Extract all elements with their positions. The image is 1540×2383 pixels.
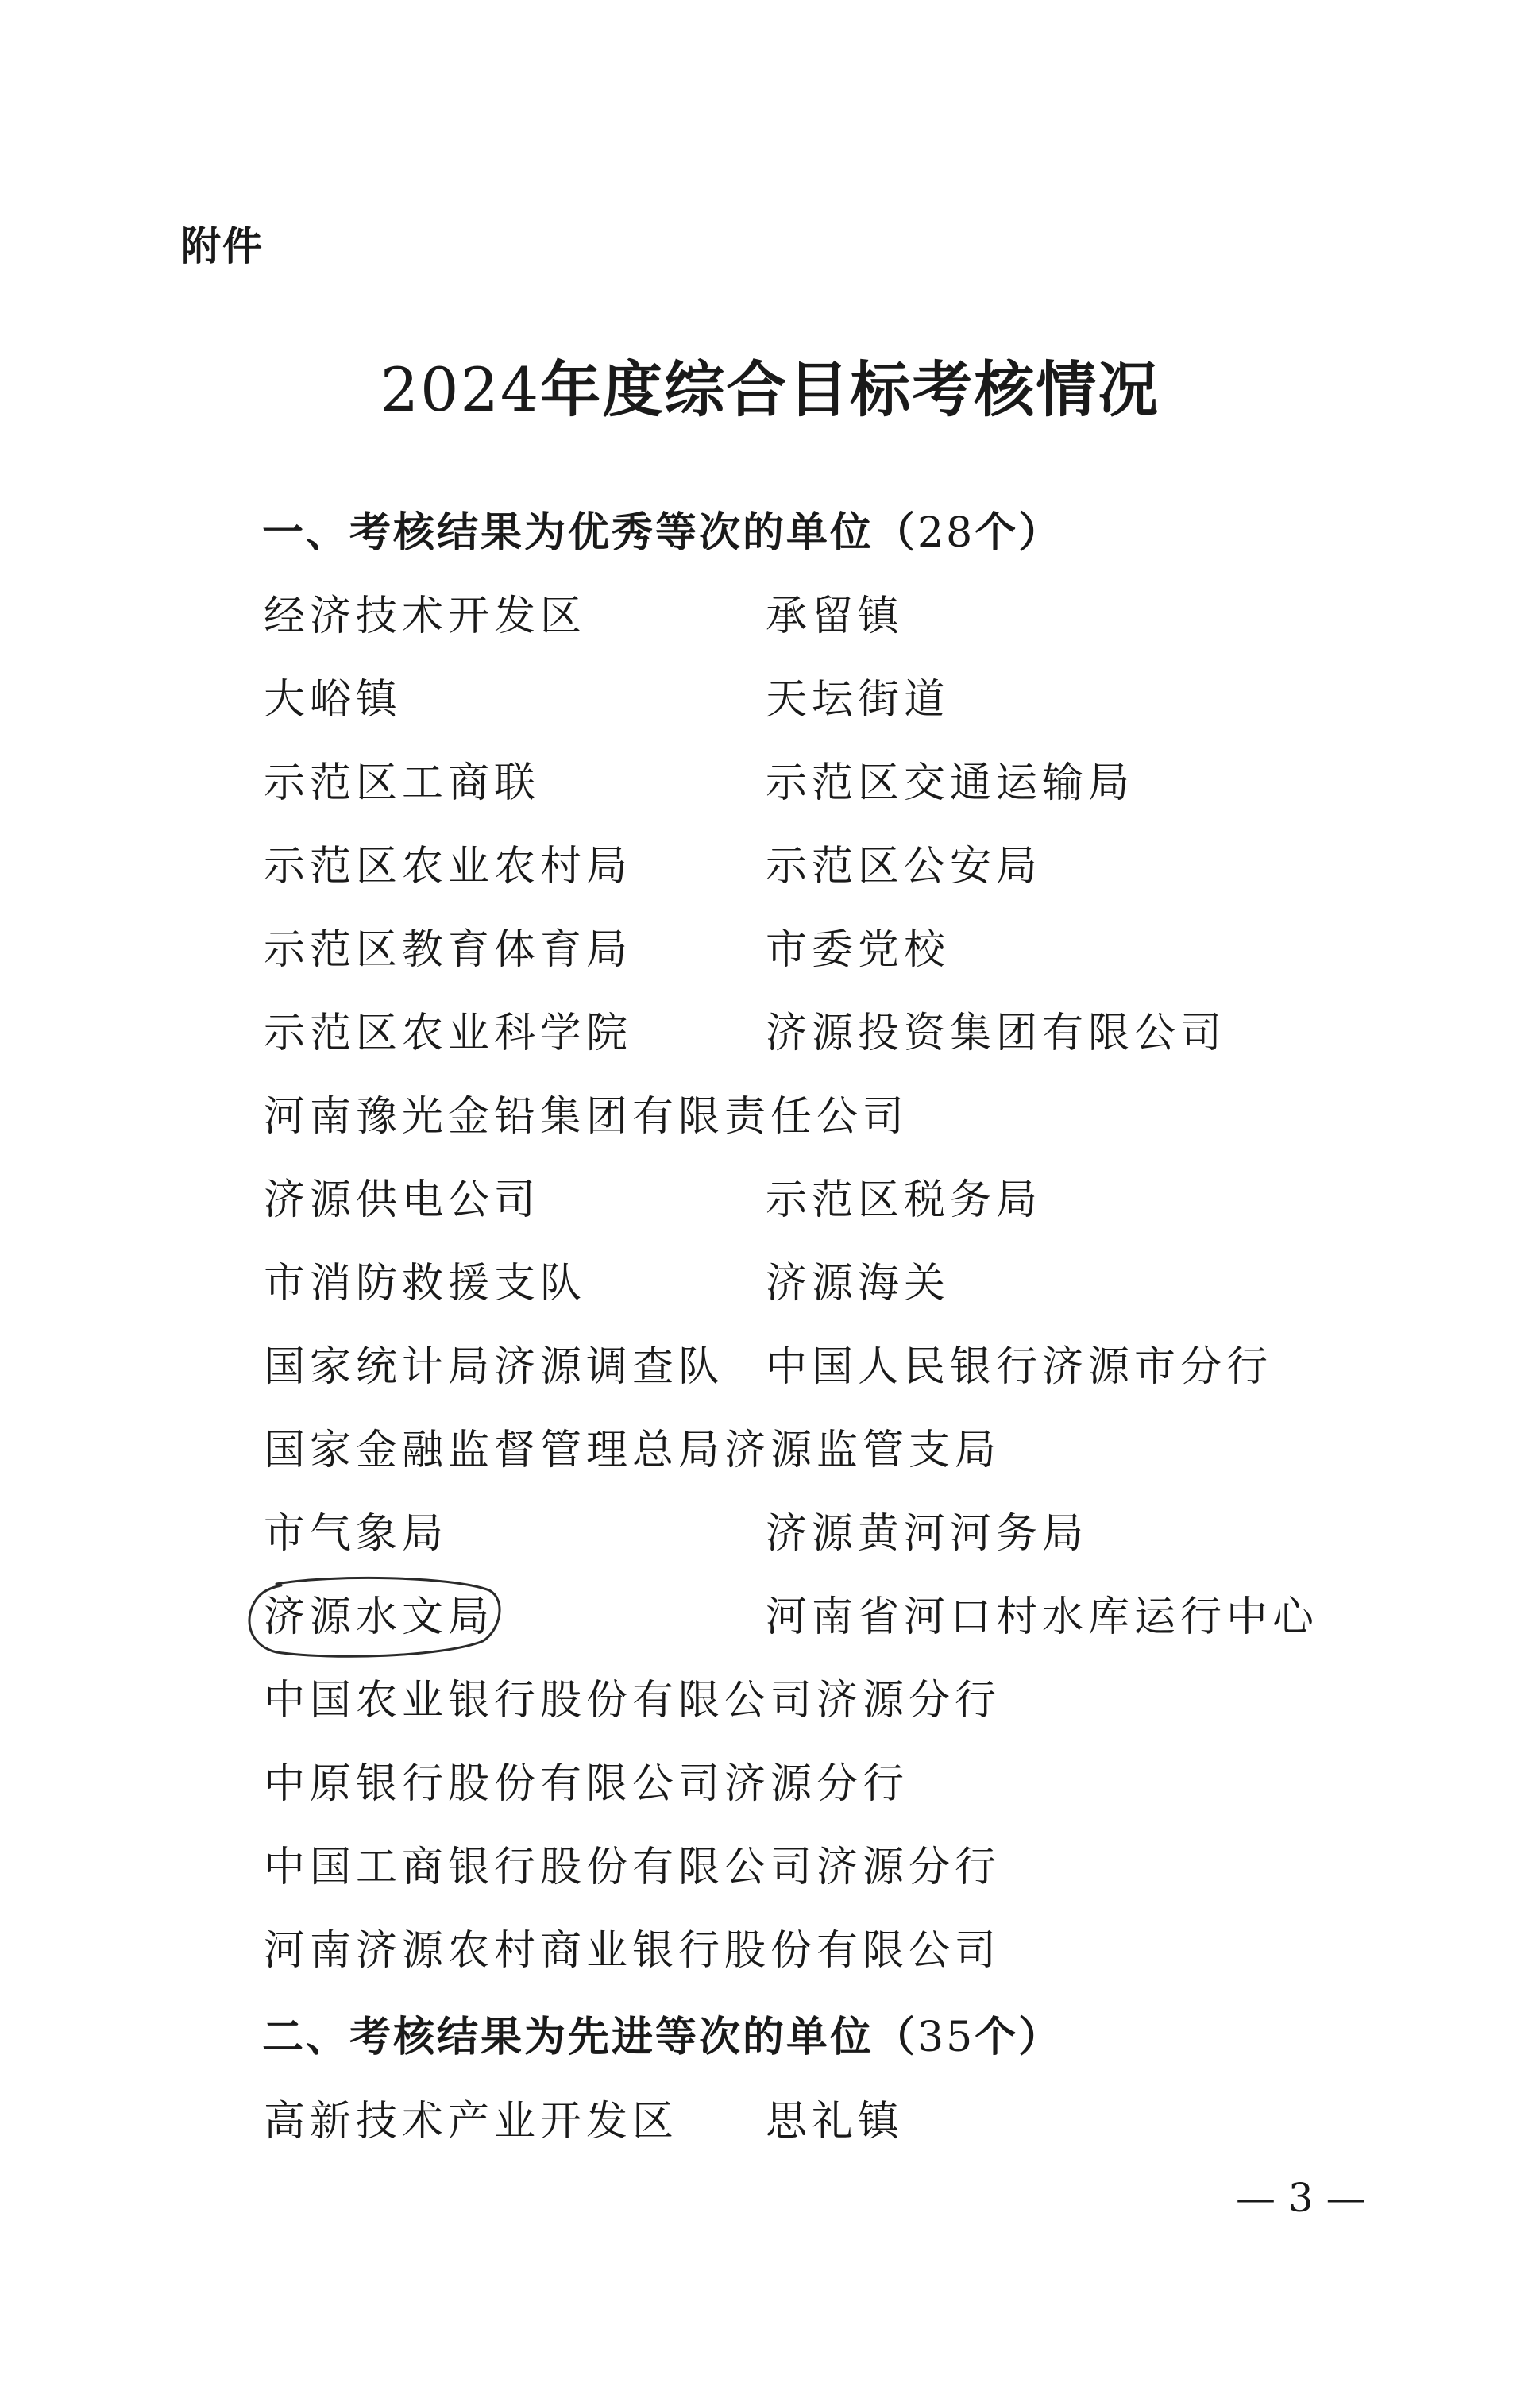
list-row	[0, 1333, 1540, 1396]
list-row	[0, 832, 1540, 896]
unit-name: 经济技术开发区	[264, 593, 587, 640]
unit-name: 市气象局	[264, 1510, 449, 1558]
list-row	[0, 1166, 1540, 1230]
section2-heading-prefix: 二、考核结果为先进等次的单位（	[262, 2014, 918, 2061]
document-title	[0, 342, 1540, 428]
unit-name: 中原银行股份有限公司济源分行	[264, 1760, 909, 1808]
unit-name: 市委党校	[766, 926, 951, 974]
page-number: — 3 —	[1236, 2175, 1366, 2221]
section1-heading-suffix: 个）	[975, 509, 1063, 557]
unit-name: 中国人民银行济源市分行	[766, 1343, 1273, 1391]
section1-heading-prefix: 一、考核结果为优秀等次的单位（	[262, 509, 918, 557]
section1-heading	[262, 499, 1453, 558]
list-row	[0, 1667, 1540, 1730]
list-row	[0, 1917, 1540, 1980]
attachment-label: 附件	[181, 223, 264, 269]
unit-name: 国家金融监督管理总局济源监管支局	[264, 1427, 1002, 1474]
list-row	[0, 582, 1540, 646]
list-row	[0, 1750, 1540, 1813]
unit-name: 济源投资集团有限公司	[766, 1010, 1227, 1057]
unit-name: 承留镇	[766, 593, 905, 640]
unit-name: 高新技术产业开发区	[264, 2098, 679, 2145]
unit-name: 济源水文局	[264, 1593, 495, 1641]
unit-name: 示范区工商联	[264, 759, 541, 807]
unit-name: 市消防救援支队	[264, 1260, 587, 1307]
list-row	[0, 1416, 1540, 1480]
unit-name: 济源供电公司	[264, 1176, 541, 1224]
list-row	[0, 1833, 1540, 1897]
list-row	[0, 666, 1540, 729]
title-text: 年度综合目标考核情况	[540, 354, 1160, 425]
list-row	[0, 999, 1540, 1063]
unit-name: 中国工商银行股份有限公司济源分行	[264, 1844, 1002, 1891]
section2-heading	[262, 2003, 1453, 2063]
unit-name: 示范区公安局	[766, 843, 1043, 890]
section2-count: 35	[917, 2014, 975, 2061]
unit-name: 示范区交通运输局	[766, 759, 1135, 807]
list-row	[0, 2088, 1540, 2151]
section1-count: 28	[917, 509, 975, 557]
section2-heading-suffix: 个）	[975, 2014, 1063, 2061]
list-row	[0, 916, 1540, 979]
unit-name: 大峪镇	[264, 676, 403, 724]
unit-name: 河南济源农村商业银行股份有限公司	[264, 1927, 1002, 1975]
list-row	[0, 1083, 1540, 1146]
unit-name: 中国农业银行股份有限公司济源分行	[264, 1677, 1002, 1724]
list-row	[0, 1500, 1540, 1563]
unit-name: 天坛街道	[766, 676, 951, 724]
unit-name: 示范区农业农村局	[264, 843, 633, 890]
unit-name: 济源黄河河务局	[766, 1510, 1089, 1558]
unit-name: 国家统计局济源调查队	[264, 1343, 725, 1391]
unit-name: 示范区农业科学院	[264, 1010, 633, 1057]
unit-name: 济源海关	[766, 1260, 951, 1307]
unit-name: 示范区税务局	[766, 1176, 1043, 1224]
hand-drawn-circle-icon	[245, 1574, 507, 1662]
list-row	[0, 1249, 1540, 1313]
list-row	[0, 1583, 1540, 1647]
title-year: 2024	[380, 354, 541, 425]
list-row	[0, 749, 1540, 813]
unit-name: 示范区教育体育局	[264, 926, 633, 974]
unit-name: 河南省河口村水库运行中心	[766, 1593, 1319, 1641]
unit-name: 河南豫光金铅集团有限责任公司	[264, 1093, 909, 1141]
unit-name: 思礼镇	[766, 2098, 905, 2145]
